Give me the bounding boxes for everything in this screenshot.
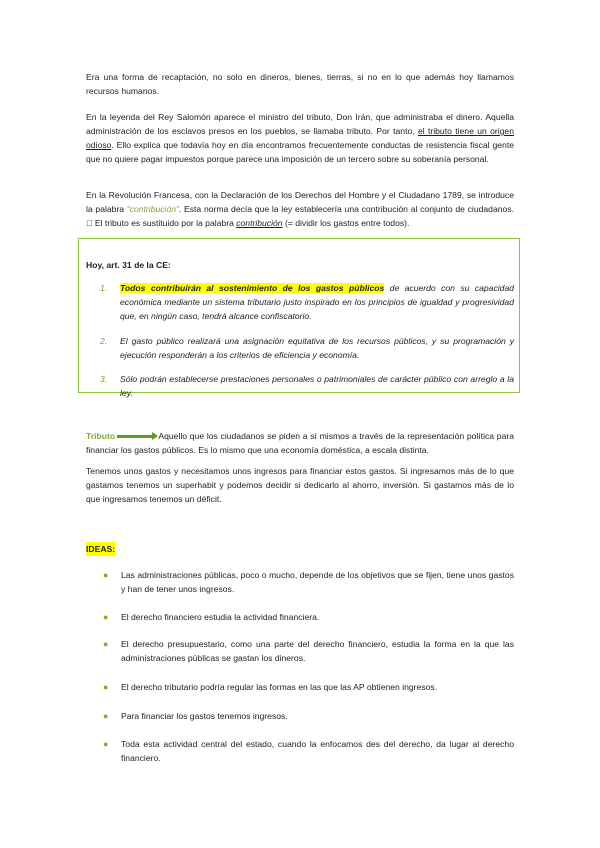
list-number: 2. (100, 336, 108, 346)
list-item: Para financiar los gastos tenemos ingresos. (121, 711, 288, 721)
list-item (100, 334, 514, 362)
list-text (120, 334, 514, 362)
list-item: El derecho financiero estudia la actividad financiera. (121, 612, 320, 622)
box-title: Hoy, art. 31 de la CE: (86, 260, 171, 270)
list-item: Las administraciones públicas, poco o mucho, depende de los objetivos que se fijen, tiene unos gastos y han de tener unos ingresos. (121, 570, 514, 594)
paragraph-revolucion (86, 188, 514, 230)
list-number: 3. (100, 374, 108, 384)
paragraph-salomon (86, 110, 514, 166)
list-item (100, 372, 514, 400)
revolucion-middle: . Esta norma decía que la ley establecería una contribución al conjunto de ciudadanos. El tributo es sustituido por la palabra (86, 204, 514, 228)
paragraph-gastos: Tenemos unos gastos y necesitamos unos ingresos para financiar estos gastos. Si ingresamos más de lo que gastamos tenemos un superhabit y podemos decidir si dedicarlo al ahorro, inversión. Si gastamos más de lo que ingresamos tenemos un déficit. (86, 466, 514, 504)
paragraph-tributo (86, 429, 514, 457)
bullet-icon: ● (103, 739, 109, 749)
contribucion-word: contribución (227, 218, 274, 228)
list-item: El derecho tributario podría regular las formas en las que las AP obtienen ingresos. (121, 682, 438, 692)
bullet-icon: ● (103, 639, 109, 649)
salomon-underlined: el tributo tiene un origen odioso (86, 126, 514, 150)
item-text: Sólo podrán establecerse prestaciones personales o patrimoniales de carácter público con arreglo a la ley. (120, 374, 514, 398)
item-text: El gasto público realizará una asignación equitativa de los recursos públicos, y su programación y ejecución responderán a los criterios de eficiencia y economía. (120, 336, 514, 360)
salomon-text-after: . Ello explica que todavía hoy en día encontramos frecuentemente conductas de resistencia fiscal gente que no quiere pagar impuestos porque parece una imposición de un tercero sobre su soberanía personal. (86, 140, 514, 164)
bullet-icon: ● (103, 711, 109, 721)
list-item (100, 281, 514, 323)
revolucion-after: (= dividir los gastos entre todos). (273, 218, 401, 228)
list-text (120, 372, 514, 400)
paragraph-recaptacion: Era una forma de recaptación, no solo en dineros, bienes, tierras, si no en lo que además hoy llamamos recursos humanos. (86, 72, 514, 96)
item-text: de acuerdo con su capacidad económica mediante un sistema tributario justo inspirado en los principios de igualdad y progresividad que, en ningún caso, tendrá alcance confiscatorio. (120, 283, 514, 321)
bullet-icon: ● (103, 612, 109, 622)
revolucion-text: En la Revolución Francesa, con la Declaración de los Derechos del Hombre y el Ciudadano 1789, se introduce la palabra (86, 190, 514, 214)
tributo-text: Aquello que los ciudadanos se piden a sí mismos a través de la representación política para financiar los gastos públicos. Es lo mismo que una economía doméstica, a escala distinta. (86, 431, 514, 455)
list-number: 1. (100, 283, 108, 293)
bullet-icon: ● (103, 570, 109, 580)
right-arrow-icon (117, 435, 153, 438)
highlighted-text: Todos contribuirán al sostenimiento de los gastos públicos (120, 283, 385, 293)
list-item: El derecho presupuestario, como una parte del derecho financiero, estudia la forma en la que las administraciones públicas se gastan los dineros. (121, 639, 514, 663)
ideas-heading: IDEAS: (86, 544, 116, 554)
salomon-text: En la leyenda del Rey Salomón aparece el ministro del tributo, Don Irán, que administraba el dinero. Aquella administración de los esclavos presos en los pueblos, se llamaba tributo. Por tanto, (86, 112, 514, 136)
contribucion-quote: “contribución” (126, 204, 179, 214)
bullet-icon: ● (103, 682, 109, 692)
list-item: Toda esta actividad central del estado, cuando la enfocamos des del derecho, da lugar al derecho financiero. (121, 739, 514, 763)
list-text (120, 281, 514, 323)
tributo-label: Tributo (86, 431, 116, 441)
